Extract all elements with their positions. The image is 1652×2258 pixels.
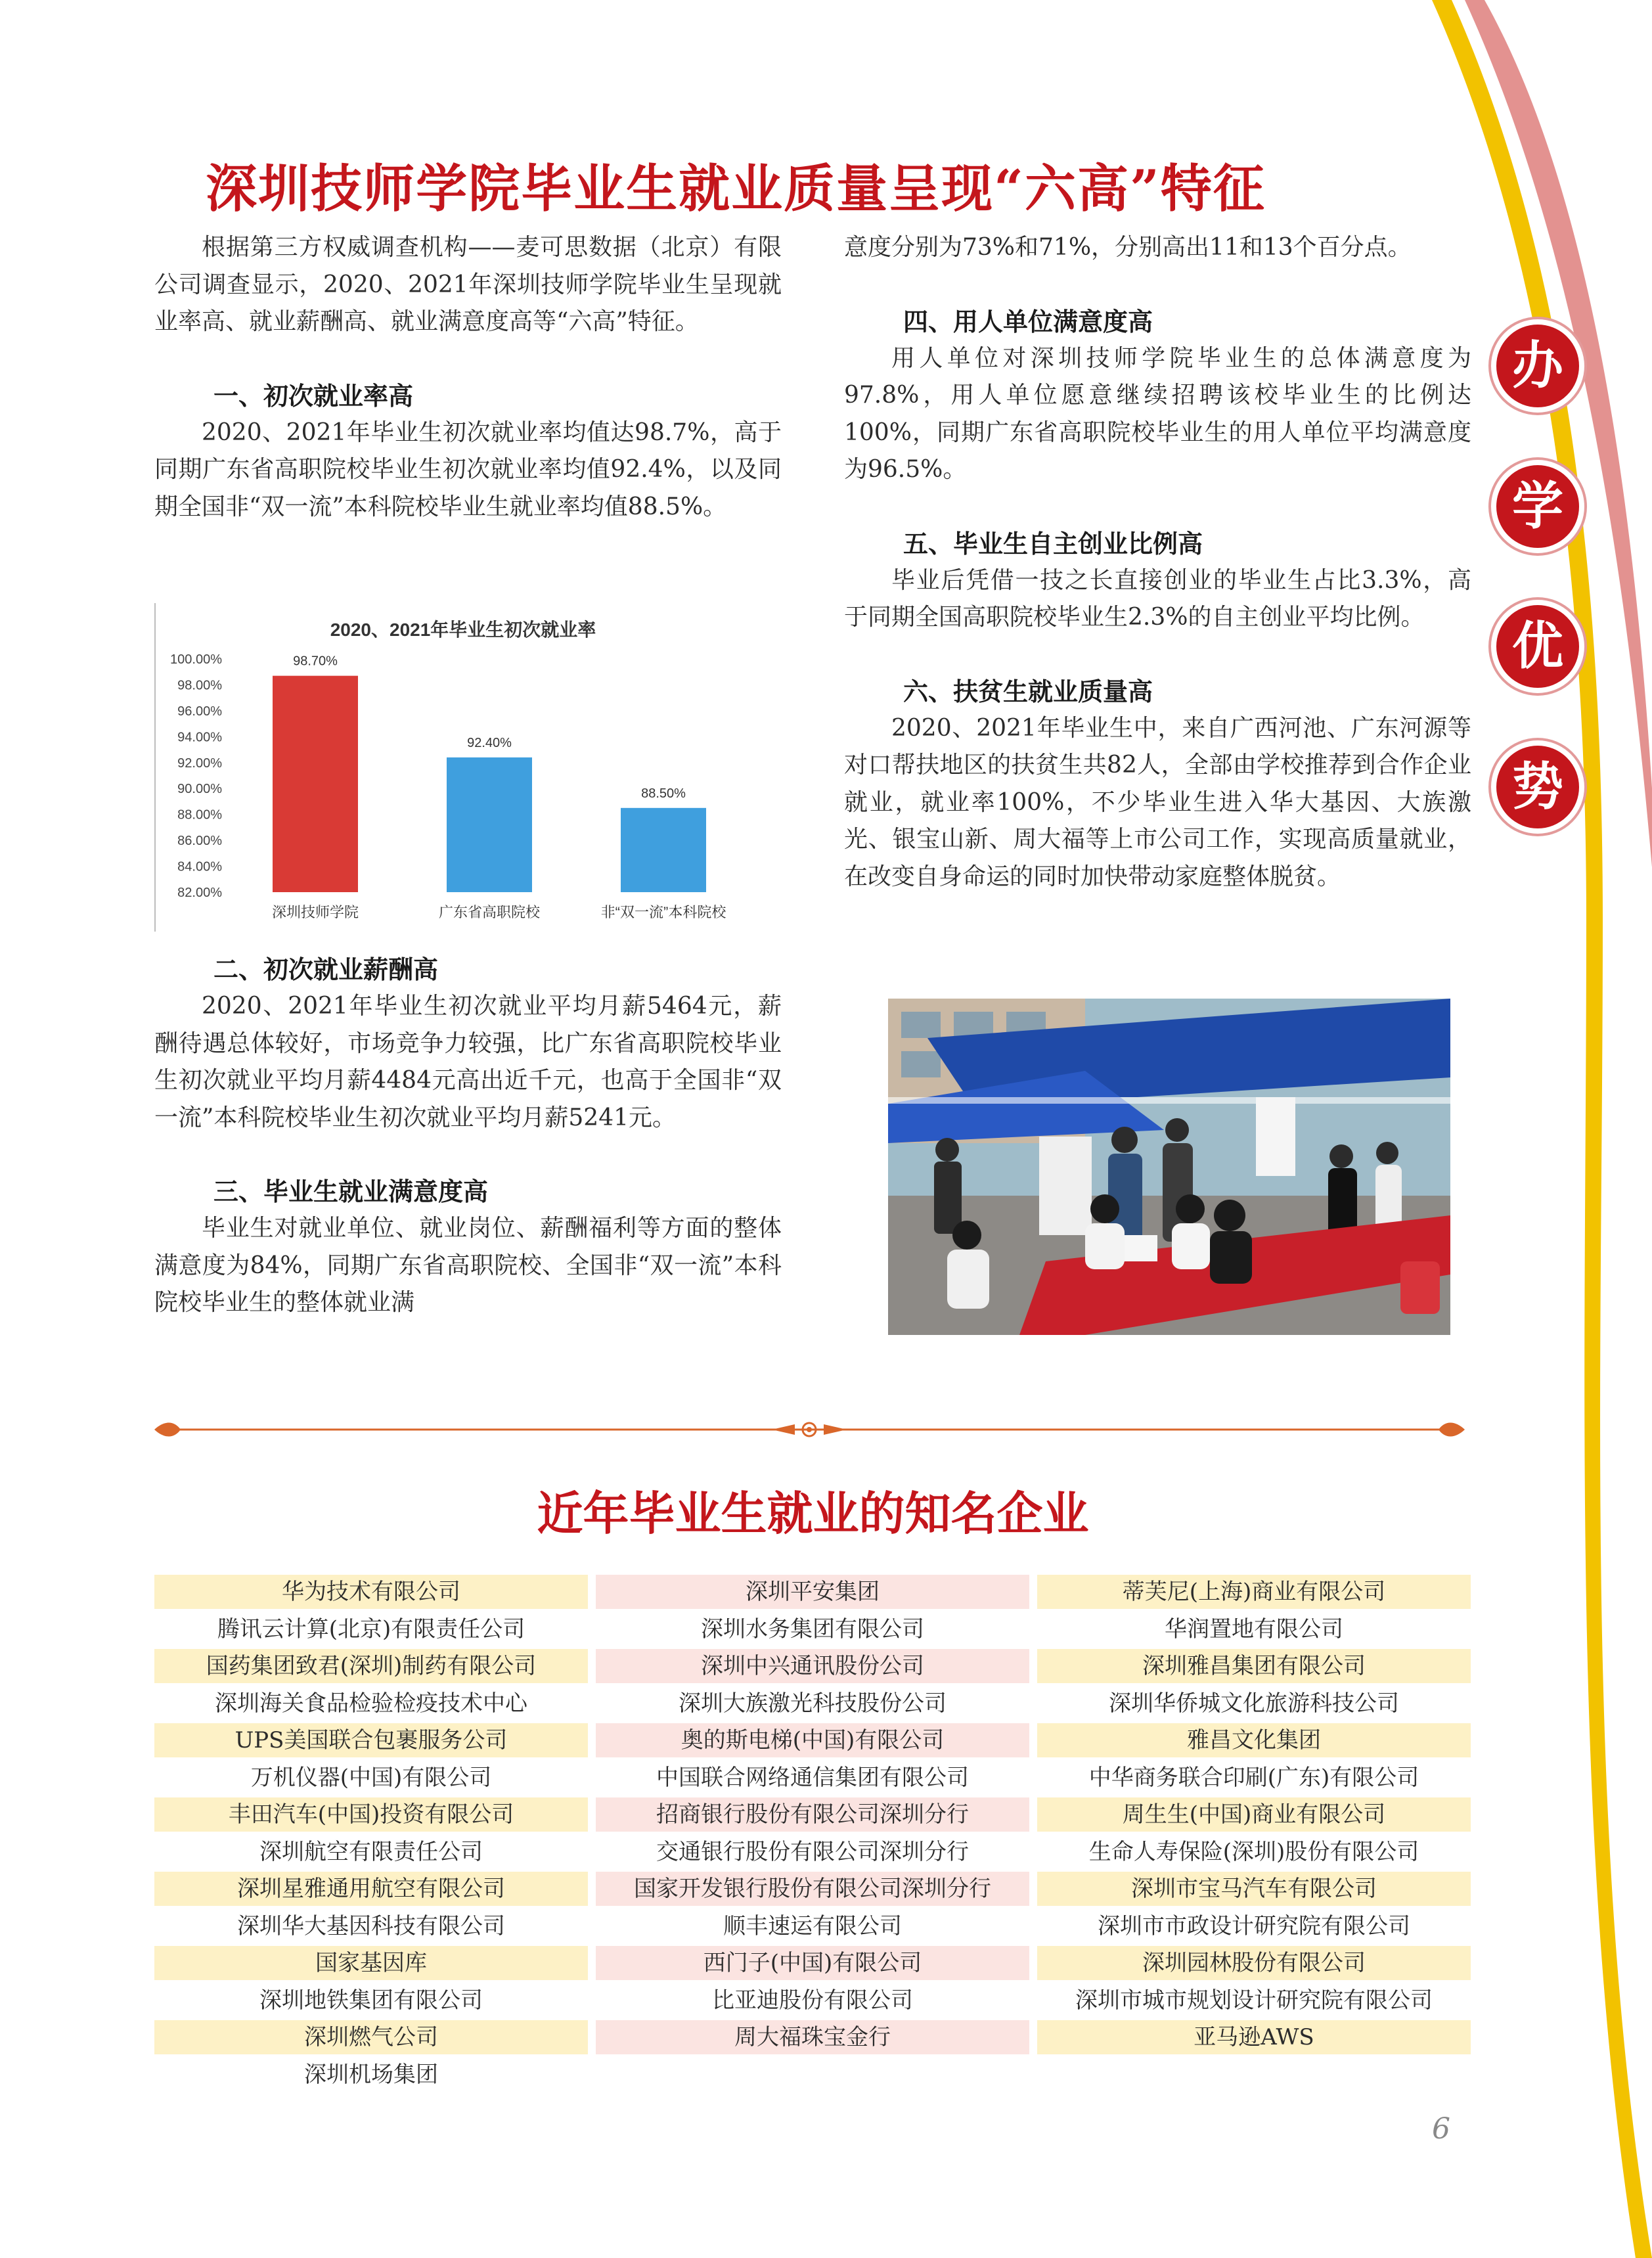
x-category-label: 深圳技师学院 bbox=[271, 904, 359, 920]
company-cell: 深圳中兴通讯股份公司 bbox=[596, 1649, 1029, 1683]
company-cell: 深圳市宝马汽车有限公司 bbox=[1037, 1872, 1471, 1906]
company-cell: 深圳华侨城文化旅游科技公司 bbox=[1109, 1690, 1399, 1717]
page-number: 6 bbox=[1432, 2112, 1450, 2146]
y-tick-label: 84.00% bbox=[177, 859, 222, 874]
company-cell: 深圳地铁集团有限公司 bbox=[259, 1987, 483, 2014]
employment-rate-chart bbox=[154, 603, 772, 932]
company-row bbox=[154, 1983, 1471, 2021]
company-cell: 深圳华大基因科技有限公司 bbox=[237, 1912, 505, 1939]
section-1-text: 2020、2021年毕业生初次就业率均值达98.7%，高于同期广东省高职院校毕业生初次就业率均值92.4%，以及同期全国非“双一流”本科院校毕业生就业率均值88.5%。 bbox=[154, 418, 782, 520]
y-tick-label: 100.00% bbox=[170, 652, 222, 667]
company-cell: 国家开发银行股份有限公司深圳分行 bbox=[596, 1872, 1029, 1906]
section-2-heading: 二、初次就业薪酬高 bbox=[213, 955, 439, 984]
y-tick-label: 90.00% bbox=[177, 782, 222, 797]
section-5-text: 毕业后凭借一技之长直接创业的毕业生占比3.3%，高于同期全国高职院校毕业生2.3%的自主创业平均比例。 bbox=[844, 566, 1471, 631]
company-cell: 华润置地有限公司 bbox=[1165, 1615, 1343, 1642]
company-row bbox=[154, 1797, 1471, 1835]
section-4-text: 用人单位对深圳技师学院毕业生的总体满意度为97.8%，用人单位愿意继续招聘该校毕业生的比例达100%，同期广东省高职院校毕业生的用人单位平均满意度为96.5%。 bbox=[844, 344, 1471, 483]
company-row bbox=[154, 1649, 1471, 1686]
section-5-heading: 五、毕业生自主创业比例高 bbox=[903, 528, 1203, 558]
company-cell: 比亚迪股份有限公司 bbox=[712, 1987, 913, 2014]
company-cell: 亚马逊AWS bbox=[1037, 2020, 1471, 2054]
section-6-text: 2020、2021年毕业生中，来自广西河池、广东河源等对口帮扶地区的扶贫生共82人，全部由学校推荐到合作企业就业，就业率100%，不少毕业生进入华大基因、大族激光、银宝山新、周大福等上市公司工作，实现高质量就业，在改变自身命运的同时加快带动家庭整体脱贫。 bbox=[844, 714, 1471, 890]
company-row bbox=[154, 2058, 1471, 2095]
y-tick-label: 86.00% bbox=[177, 834, 222, 849]
section-1-heading: 一、初次就业率高 bbox=[213, 380, 414, 411]
chart-title: 2020、2021年毕业生初次就业率 bbox=[330, 620, 596, 640]
company-cell: 深圳海关食品检验检疫技术中心 bbox=[215, 1690, 527, 1717]
company-cell: 深圳大族激光科技股份公司 bbox=[679, 1690, 947, 1717]
side-badge-1: 办 bbox=[1491, 319, 1584, 413]
company-cell: 深圳水务集团有限公司 bbox=[701, 1615, 924, 1642]
company-cell bbox=[596, 2058, 1029, 2092]
companies-table bbox=[154, 1575, 1471, 2094]
y-tick-label: 94.00% bbox=[177, 730, 222, 745]
side-badge-4: 势 bbox=[1491, 740, 1584, 834]
company-row bbox=[154, 1686, 1471, 1724]
bar-value-label: 88.50% bbox=[641, 786, 686, 801]
section-2-text: 2020、2021年毕业生初次就业平均月薪5464元，薪酬待遇总体较好，市场竞争力较强，比广东省高职院校毕业生初次就业平均月薪4484元高出近千元，也高于全国非“双一流”本科院校毕业生初次就业平均月薪5241元。 bbox=[154, 993, 782, 1131]
company-row bbox=[154, 1761, 1471, 1798]
company-row bbox=[154, 1872, 1471, 1909]
y-tick-label: 98.00% bbox=[177, 678, 222, 693]
job-fair-photo bbox=[888, 999, 1450, 1335]
section-3-text: 毕业生对就业单位、就业岗位、薪酬福利等方面的整体满意度为84%，同期广东省高职院校、全国非“双一流”本科院校毕业生的整体就业满 bbox=[154, 1215, 782, 1316]
side-badge-2: 学 bbox=[1491, 460, 1584, 553]
company-cell: 深圳市城市规划设计研究院有限公司 bbox=[1075, 1987, 1433, 2014]
section-3-heading: 三、毕业生就业满意度高 bbox=[213, 1177, 489, 1206]
company-cell: 国家基因库 bbox=[154, 1946, 588, 1980]
intro-paragraph: 根据第三方权威调查机构——麦可思数据（北京）有限公司调查显示，2020、2021年深圳技师学院毕业生呈现就业率高、就业薪酬高、就业满意度高等“六高”特征。 bbox=[154, 234, 782, 335]
company-cell: 万机仪器(中国)有限公司 bbox=[250, 1764, 492, 1791]
x-category-label: 广东省高职院校 bbox=[438, 904, 541, 920]
company-cell: 周生生(中国)商业有限公司 bbox=[1037, 1797, 1471, 1832]
bar-value-label: 92.40% bbox=[467, 735, 512, 750]
company-cell bbox=[1037, 2058, 1471, 2092]
company-cell: 生命人寿保险(深圳)股份有限公司 bbox=[1088, 1838, 1419, 1865]
company-row bbox=[154, 2020, 1471, 2058]
bar bbox=[447, 757, 532, 892]
companies-title: 近年毕业生就业的知名企业 bbox=[537, 1486, 1089, 1541]
company-cell: 奥的斯电梯(中国)有限公司 bbox=[596, 1723, 1029, 1757]
left-column-bottom bbox=[154, 951, 782, 1322]
company-row bbox=[154, 1909, 1471, 1947]
page-title: 深圳技师学院毕业生就业质量呈现“六高”特征 bbox=[206, 159, 1266, 219]
company-cell: 国药集团致君(深圳)制药有限公司 bbox=[154, 1649, 588, 1683]
left-column-top bbox=[154, 229, 782, 526]
company-cell: 腾讯云计算(北京)有限责任公司 bbox=[217, 1615, 525, 1642]
company-cell: 周大福珠宝金行 bbox=[596, 2020, 1029, 2054]
company-row bbox=[154, 1575, 1471, 1612]
company-row bbox=[154, 1946, 1471, 1983]
section-3-continued: 意度分别为73%和71%，分别高出11和13个百分点。 bbox=[844, 234, 1412, 261]
company-cell: 深圳平安集团 bbox=[596, 1575, 1029, 1609]
section-6-heading: 六、扶贫生就业质量高 bbox=[903, 676, 1153, 706]
company-cell: 雅昌文化集团 bbox=[1037, 1723, 1471, 1757]
company-cell: 深圳航空有限责任公司 bbox=[259, 1838, 483, 1865]
section-4-heading: 四、用人单位满意度高 bbox=[903, 306, 1153, 336]
company-cell: 深圳雅昌集团有限公司 bbox=[1037, 1649, 1471, 1683]
company-cell: 蒂芙尼(上海)商业有限公司 bbox=[1037, 1575, 1471, 1609]
company-cell: 交通银行股份有限公司深圳分行 bbox=[656, 1838, 969, 1865]
bar bbox=[273, 676, 358, 892]
company-row bbox=[154, 1612, 1471, 1650]
company-cell: 深圳星雅通用航空有限公司 bbox=[154, 1872, 588, 1906]
company-cell: 深圳燃气公司 bbox=[154, 2020, 588, 2054]
company-cell: 华为技术有限公司 bbox=[154, 1575, 588, 1609]
y-tick-label: 82.00% bbox=[177, 886, 222, 900]
bar-value-label: 98.70% bbox=[293, 654, 338, 669]
right-column bbox=[844, 229, 1471, 895]
company-cell: 丰田汽车(中国)投资有限公司 bbox=[154, 1797, 588, 1832]
ornamental-divider bbox=[154, 1418, 1465, 1441]
company-cell: 深圳机场集团 bbox=[304, 2061, 438, 2088]
company-row bbox=[154, 1835, 1471, 1872]
y-tick-label: 96.00% bbox=[177, 704, 222, 719]
company-cell: 顺丰速运有限公司 bbox=[723, 1912, 902, 1939]
company-cell: 招商银行股份有限公司深圳分行 bbox=[596, 1797, 1029, 1832]
company-cell: 深圳市市政设计研究院有限公司 bbox=[1098, 1912, 1410, 1939]
bar bbox=[621, 808, 706, 892]
company-cell: UPS美国联合包裹服务公司 bbox=[154, 1723, 588, 1757]
y-tick-label: 92.00% bbox=[177, 756, 222, 771]
company-cell: 深圳园林股份有限公司 bbox=[1037, 1946, 1471, 1980]
company-cell: 中华商务联合印刷(广东)有限公司 bbox=[1088, 1764, 1419, 1791]
x-category-label: 非“双一流”本科院校 bbox=[600, 904, 726, 920]
side-badge-3: 优 bbox=[1491, 600, 1584, 693]
y-tick-label: 88.00% bbox=[177, 807, 222, 823]
company-cell: 中国联合网络通信集团有限公司 bbox=[656, 1764, 969, 1791]
company-cell: 西门子(中国)有限公司 bbox=[596, 1946, 1029, 1980]
company-row bbox=[154, 1723, 1471, 1761]
